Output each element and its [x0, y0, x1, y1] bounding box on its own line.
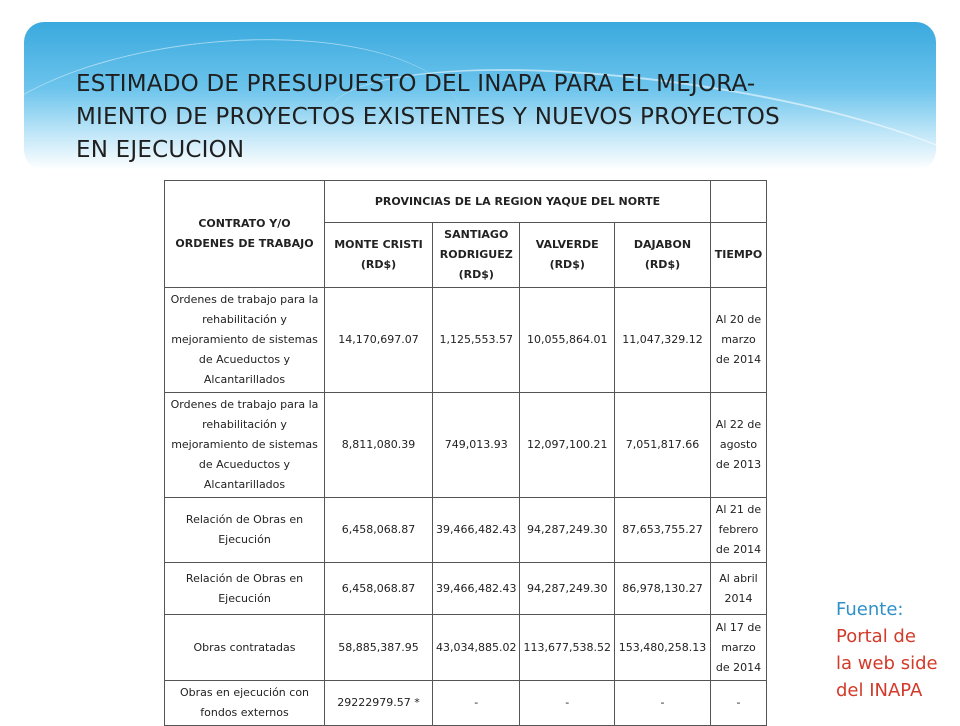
cell-tiempo: Al 22 de agosto de 2013 [710, 393, 766, 498]
empty-header-cell [710, 181, 766, 223]
table-row [165, 288, 767, 393]
row-label: Relación de Obras en Ejecución [165, 563, 325, 615]
provinces-header: PROVINCIAS DE LA REGION YAQUE DEL NORTE [325, 181, 711, 223]
cell-santiago-rodriguez: 39,466,482.43 [433, 498, 520, 563]
source-line-3: del INAPA [836, 680, 923, 701]
cell-tiempo: Al 20 de marzo de 2014 [710, 288, 766, 393]
table-row [165, 681, 767, 726]
title-line-3: EN EJECUCION [76, 137, 245, 163]
row-label: Obras contratadas [165, 615, 325, 681]
row-label: Ordenes de trabajo para la rehabilitación y mejoramiento de sistemas de Acueductos y Alcantarillados [165, 288, 325, 393]
cell-dajabon: 87,653,755.27 [614, 498, 710, 563]
cell-dajabon: 153,480,258.13 [614, 615, 710, 681]
column-header: DAJABON (RD$) [614, 223, 710, 288]
cell-valverde: 94,287,249.30 [520, 563, 614, 615]
table-row [165, 498, 767, 563]
cell-santiago-rodriguez: 1,125,553.57 [433, 288, 520, 393]
cell-valverde: 10,055,864.01 [520, 288, 614, 393]
column-header: VALVERDE (RD$) [520, 223, 614, 288]
cell-tiempo: Al abril 2014 [710, 563, 766, 615]
cell-valverde: - [520, 681, 614, 726]
source-note [836, 596, 938, 704]
row-label: Relación de Obras en Ejecución [165, 498, 325, 563]
cell-santiago-rodriguez: 749,013.93 [433, 393, 520, 498]
column-header: MONTE CRISTI (RD$) [325, 223, 433, 288]
cell-dajabon: 11,047,329.12 [614, 288, 710, 393]
slide-title [76, 68, 906, 167]
table-row [165, 393, 767, 498]
cell-monte-cristi: 14,170,697.07 [325, 288, 433, 393]
cell-santiago-rodriguez: - [433, 681, 520, 726]
column-header: SANTIAGO RODRIGUEZ (RD$) [433, 223, 520, 288]
budget-table [164, 180, 767, 726]
table-row [165, 615, 767, 681]
cell-tiempo: - [710, 681, 766, 726]
cell-valverde: 12,097,100.21 [520, 393, 614, 498]
cell-valverde: 94,287,249.30 [520, 498, 614, 563]
title-line-1: ESTIMADO DE PRESUPUESTO DEL INAPA PARA EL MEJORA- [76, 71, 756, 97]
cell-santiago-rodriguez: 39,466,482.43 [433, 563, 520, 615]
cell-dajabon: 86,978,130.27 [614, 563, 710, 615]
column-header: TIEMPO [710, 223, 766, 288]
cell-dajabon: 7,051,817.66 [614, 393, 710, 498]
cell-dajabon: - [614, 681, 710, 726]
title-line-2: MIENTO DE PROYECTOS EXISTENTES Y NUEVOS PROYECTOS [76, 104, 780, 130]
source-label: Fuente: [836, 599, 904, 620]
cell-tiempo: Al 17 de marzo de 2014 [710, 615, 766, 681]
table-row [165, 563, 767, 615]
cell-santiago-rodriguez: 43,034,885.02 [433, 615, 520, 681]
cell-valverde: 113,677,538.52 [520, 615, 614, 681]
cell-monte-cristi: 58,885,387.95 [325, 615, 433, 681]
cell-tiempo: Al 21 de febrero de 2014 [710, 498, 766, 563]
row-label: Obras en ejecución con fondos externos [165, 681, 325, 726]
row-label: Ordenes de trabajo para la rehabilitación y mejoramiento de sistemas de Acueductos y Alcantarillados [165, 393, 325, 498]
contract-header: CONTRATO Y/O ORDENES DE TRABAJO [165, 181, 325, 288]
cell-monte-cristi: 8,811,080.39 [325, 393, 433, 498]
source-line-2: la web side [836, 653, 938, 674]
cell-monte-cristi: 29222979.57 * [325, 681, 433, 726]
cell-monte-cristi: 6,458,068.87 [325, 563, 433, 615]
source-line-1: Portal de [836, 626, 916, 647]
cell-monte-cristi: 6,458,068.87 [325, 498, 433, 563]
